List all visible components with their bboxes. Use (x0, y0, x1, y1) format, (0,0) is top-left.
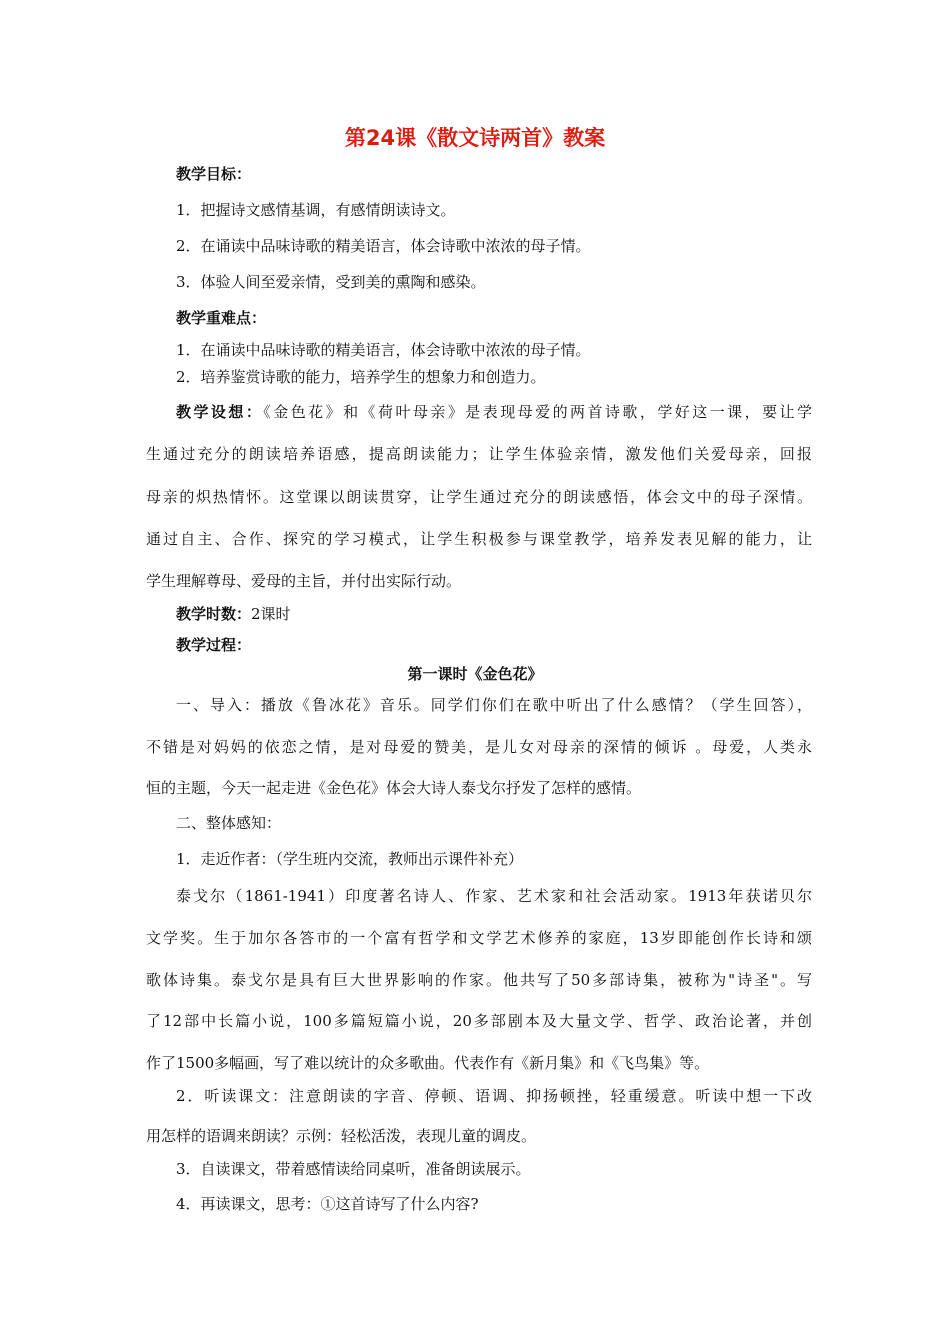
design-line-3: 母亲的炽热情怀。这堂课以朗读贯穿，让学生通过充分的朗读感悟，体会文中的母子深情。 (146, 488, 812, 506)
document-title: 第24课《散文诗两首》教案 (344, 126, 606, 150)
design-line-2: 生通过充分的朗读培养语感，提高朗读能力；让学生体验亲情，激发他们关爱母亲，回报 (146, 445, 812, 463)
design-text-1: 《金色花》和《荷叶母亲》是表现母爱的两首诗歌，学好这一课，要让学 (263, 403, 812, 421)
hours-line (176, 604, 812, 624)
author-line-1: 泰戈尔（1861-1941）印度著名诗人、作家、艺术家和社会活动家。1913年获诺贝尔 (176, 887, 812, 905)
author-line-4: 了12部中长篇小说，100多篇短篇小说，20多部剧本及大量文学、哲学、政治论著，并创 (146, 1012, 812, 1030)
goal-item-2: 2．在诵读中品味诗歌的精美语言，体会诗歌中浓浓的母子情。 (176, 237, 591, 255)
step3-text: 3．自读课文，带着感情读给同桌听，准备朗读展示。 (176, 1160, 531, 1178)
hours-value: 2课时 (251, 605, 291, 623)
difficulties-heading: 教学重难点： (176, 309, 267, 327)
difficulty-item-1: 1．在诵读中品味诗歌的精美语言，体会诗歌中浓浓的母子情。 (176, 341, 591, 359)
design-line-5: 学生理解尊母、爱母的主旨，并付出实际行动。 (146, 572, 462, 590)
difficulty-item-2: 2．培养鉴赏诗歌的能力，培养学生的想象力和创造力。 (176, 368, 546, 386)
author-line-5: 作了1500多幅画，写了难以统计的众多歌曲。代表作有《新月集》和《飞鸟集》等。 (146, 1054, 710, 1072)
author-line-3: 歌体诗集。泰戈尔是具有巨大世界影响的作家。他共写了50多部诗集，被称为"诗圣"。写 (146, 971, 812, 989)
intro-line-1: 一、导入：播放《鲁冰花》音乐。同学们你们在歌中听出了什么感情？（学生回答）， (176, 696, 812, 714)
design-line-1 (176, 402, 812, 422)
process-heading: 教学过程： (176, 636, 252, 654)
step1-text: 1．走近作者：（学生班内交流，教师出示课件补充） (176, 850, 524, 868)
goal-item-1: 1．把握诗文感情基调，有感情朗读诗文。 (176, 201, 456, 219)
design-line-4: 通过自主、合作、探究的学习模式，让学生积极参与课堂教学，培养发表见解的能力，让 (146, 530, 812, 548)
step2-line-2: 用怎样的语调来朗读？示例：轻松活泼，表现儿童的调皮。 (146, 1127, 537, 1145)
design-label: 教学设想： (176, 403, 264, 421)
intro-line-3: 恒的主题，今天一起走进《金色花》体会大诗人泰戈尔抒发了怎样的感情。 (146, 779, 642, 797)
overall-heading: 二、整体感知： (176, 814, 282, 832)
lesson1-heading: 第一课时《金色花》 (407, 665, 543, 683)
hours-label: 教学时数： (176, 605, 252, 623)
step2-line-1: 2．听读课文：注意朗读的字音、停顿、语调、抑扬顿挫，轻重缓意。听读中想一下改 (176, 1087, 812, 1105)
step4-text: 4．再读课文，思考：①这首诗写了什么内容? (176, 1195, 479, 1213)
author-line-2: 文学奖。生于加尔各答市的一个富有哲学和文学艺术修养的家庭，13岁即能创作长诗和颂 (146, 929, 812, 947)
goal-item-3: 3．体验人间至爱亲情，受到美的熏陶和感染。 (176, 273, 486, 291)
goals-heading: 教学目标： (176, 165, 252, 183)
intro-line-2: 不错是对妈妈的依恋之情，是对母爱的赞美，是儿女对母亲的深情的倾诉 。母爱，人类永 (146, 738, 812, 756)
